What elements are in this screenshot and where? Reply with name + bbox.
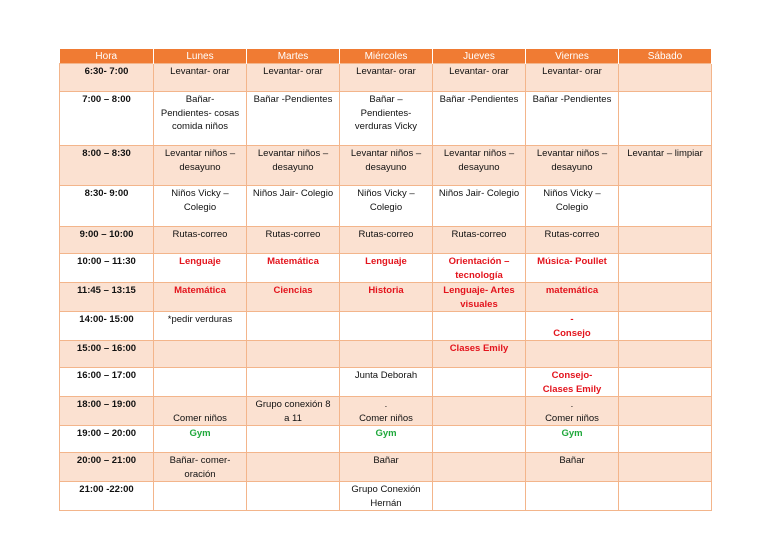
schedule-cell-jueves <box>433 227 526 254</box>
schedule-cell-sabado <box>619 368 712 397</box>
schedule-cell-sabado <box>619 186 712 227</box>
schedule-cell-miercoles <box>340 146 433 186</box>
schedule-cell-sabado <box>619 254 712 283</box>
cell-text-line: Niños Jair- Colegio <box>438 188 520 199</box>
schedule-cell-lunes <box>154 64 247 92</box>
cell-text-line: a 11 <box>284 412 302 424</box>
cell-text-line: Matemática <box>267 256 319 267</box>
schedule-cell-miercoles <box>340 254 433 283</box>
schedule-cell-martes <box>247 283 340 312</box>
time-slot-cell: 15:00 – 16:00 <box>60 341 154 368</box>
cell-text-line: Levantar niños – <box>536 148 608 159</box>
table-row <box>60 146 712 186</box>
cell-text-line: Consejo <box>553 327 591 339</box>
cell-text-line: Levantar- orar <box>356 66 416 77</box>
cell-text-line: Colegio <box>183 201 217 213</box>
header-jueves: Jueves <box>433 49 526 64</box>
weekly-schedule-table <box>59 49 712 511</box>
cell-text-line: Bañar -Pendientes <box>439 94 519 105</box>
cell-text-line: desayuno <box>272 161 314 173</box>
schedule-cell-lunes <box>154 186 247 227</box>
schedule-cell-miercoles <box>340 397 433 426</box>
schedule-cell-sabado <box>619 92 712 146</box>
table-row <box>60 426 712 453</box>
schedule-cell-martes <box>247 482 340 511</box>
header-sabado: Sábado <box>619 49 712 64</box>
schedule-cell-martes <box>247 341 340 368</box>
table-row <box>60 64 712 92</box>
schedule-cell-lunes <box>154 312 247 341</box>
cell-text-line: Niños Vicky – <box>543 188 601 199</box>
table-row <box>60 453 712 482</box>
time-slot-cell: 8:00 – 8:30 <box>60 146 154 186</box>
cell-text-line: Niños Vicky – <box>357 188 415 199</box>
cell-text-line: . <box>384 399 388 410</box>
cell-text-line: - <box>570 314 574 325</box>
schedule-cell-viernes <box>526 397 619 426</box>
time-slot-cell: 6:30- 7:00 <box>60 64 154 92</box>
cell-text-line: verduras Vicky <box>354 121 418 132</box>
schedule-cell-lunes <box>154 254 247 283</box>
cell-text-line: Matemática <box>174 285 226 296</box>
schedule-cell-jueves <box>433 146 526 186</box>
schedule-cell-miercoles <box>340 426 433 453</box>
cell-text-line: Rutas-correo <box>358 229 414 240</box>
schedule-cell-miercoles <box>340 186 433 227</box>
schedule-cell-miercoles <box>340 64 433 92</box>
schedule-cell-jueves <box>433 426 526 453</box>
cell-text-line: oración <box>184 468 216 480</box>
cell-text-line: Consejo- <box>551 370 593 381</box>
schedule-cell-miercoles <box>340 227 433 254</box>
cell-text-line: Música- Poullet <box>537 256 607 267</box>
cell-text-line: desayuno <box>365 161 407 173</box>
schedule-cell-martes <box>247 254 340 283</box>
time-slot-cell: 7:00 – 8:00 <box>60 92 154 146</box>
schedule-cell-miercoles <box>340 312 433 341</box>
schedule-cell-viernes <box>526 453 619 482</box>
schedule-cell-lunes <box>154 453 247 482</box>
schedule-cell-lunes <box>154 426 247 453</box>
schedule-cell-martes <box>247 186 340 227</box>
table-row <box>60 227 712 254</box>
schedule-cell-miercoles <box>340 482 433 511</box>
schedule-cell-viernes <box>526 227 619 254</box>
table-row <box>60 312 712 341</box>
cell-text-line: Ciencias <box>273 285 313 296</box>
schedule-cell-jueves <box>433 341 526 368</box>
cell-text-line: Bañar -Pendientes <box>532 94 612 105</box>
schedule-cell-lunes <box>154 341 247 368</box>
cell-text-line: matemática <box>545 285 599 296</box>
schedule-cell-jueves <box>433 368 526 397</box>
cell-text-line: Rutas-correo <box>544 229 600 240</box>
table-row <box>60 283 712 312</box>
cell-text-line: Levantar – limpiar <box>627 148 703 159</box>
schedule-cell-jueves <box>433 64 526 92</box>
schedule-cell-jueves <box>433 482 526 511</box>
cell-text-line: Rutas-correo <box>265 229 321 240</box>
schedule-cell-viernes <box>526 368 619 397</box>
cell-text-line: Bañar- <box>185 94 215 105</box>
header-row <box>60 49 712 64</box>
cell-text-line: Bañar – <box>369 94 403 105</box>
schedule-cell-lunes <box>154 227 247 254</box>
cell-text-line: Grupo Conexión <box>351 484 421 495</box>
schedule-cell-lunes <box>154 283 247 312</box>
schedule-cell-miercoles <box>340 341 433 368</box>
cell-text-line: Clases Emily <box>449 343 509 354</box>
cell-text-line <box>156 398 244 412</box>
cell-text-line: Hernán <box>370 497 402 509</box>
cell-text-line: Gym <box>561 428 583 439</box>
table-row <box>60 397 712 426</box>
cell-text-line: Historia <box>368 285 404 296</box>
schedule-cell-viernes <box>526 312 619 341</box>
table-row <box>60 341 712 368</box>
schedule-cell-martes <box>247 64 340 92</box>
cell-text-line: Niños Vicky – <box>171 188 229 199</box>
cell-text-line: Levantar niños – <box>257 148 329 159</box>
cell-text-line: Niños Jair- Colegio <box>252 188 334 199</box>
schedule-cell-jueves <box>433 397 526 426</box>
cell-text-line: desayuno <box>458 161 500 173</box>
table-row <box>60 186 712 227</box>
time-slot-cell: 21:00 -22:00 <box>60 482 154 511</box>
table-row <box>60 482 712 511</box>
schedule-cell-martes <box>247 397 340 426</box>
cell-text-line: Lenguaje- Artes <box>443 285 515 296</box>
cell-text-line: Comer niños <box>173 412 227 424</box>
cell-text-line: desayuno <box>179 161 221 173</box>
schedule-cell-martes <box>247 92 340 146</box>
time-slot-cell: 14:00- 15:00 <box>60 312 154 341</box>
schedule-cell-sabado <box>619 227 712 254</box>
schedule-cell-sabado <box>619 426 712 453</box>
cell-text-line: Rutas-correo <box>172 229 228 240</box>
cell-text-line: Pendientes- <box>360 107 412 119</box>
cell-text-line: Bañar <box>373 455 399 466</box>
cell-text-line: Pendientes- cosas <box>160 107 240 119</box>
schedule-cell-lunes <box>154 482 247 511</box>
schedule-cell-sabado <box>619 312 712 341</box>
schedule-cell-viernes <box>526 341 619 368</box>
cell-text-line: Comer niños <box>359 412 413 424</box>
cell-text-line: Clases Emily <box>542 383 602 395</box>
schedule-cell-lunes <box>154 146 247 186</box>
schedule-cell-martes <box>247 146 340 186</box>
schedule-cell-martes <box>247 312 340 341</box>
cell-text-line: Bañar -Pendientes <box>253 94 333 105</box>
schedule-cell-viernes <box>526 92 619 146</box>
schedule-cell-jueves <box>433 92 526 146</box>
cell-text-line: Bañar- comer- <box>169 455 231 466</box>
schedule-cell-sabado <box>619 64 712 92</box>
cell-text-line: Lenguaje <box>365 256 407 267</box>
time-slot-cell: 8:30- 9:00 <box>60 186 154 227</box>
schedule-cell-sabado <box>619 453 712 482</box>
cell-text-line: Levantar- orar <box>449 66 509 77</box>
cell-text-line: Colegio <box>555 201 589 213</box>
cell-text-line: tecnología <box>455 269 503 281</box>
cell-text-line: Levantar niños – <box>350 148 422 159</box>
cell-text-line: Levantar- orar <box>170 66 230 77</box>
schedule-cell-martes <box>247 426 340 453</box>
cell-text-line: Bañar <box>559 455 585 466</box>
schedule-cell-lunes <box>154 92 247 146</box>
time-slot-cell: 16:00 – 17:00 <box>60 368 154 397</box>
schedule-cell-jueves <box>433 186 526 227</box>
cell-text-line: Levantar- orar <box>542 66 602 77</box>
schedule-cell-sabado <box>619 341 712 368</box>
schedule-cell-lunes <box>154 397 247 426</box>
schedule-cell-lunes <box>154 368 247 397</box>
schedule-cell-jueves <box>433 254 526 283</box>
schedule-cell-sabado <box>619 283 712 312</box>
table-row <box>60 92 712 146</box>
cell-text-line: Gym <box>189 428 211 439</box>
cell-text-line: Colegio <box>369 201 403 213</box>
cell-text-line: Comer niños <box>545 412 599 424</box>
schedule-cell-viernes <box>526 64 619 92</box>
time-slot-cell: 19:00 – 20:00 <box>60 426 154 453</box>
schedule-cell-jueves <box>433 312 526 341</box>
time-slot-cell: 20:00 – 21:00 <box>60 453 154 482</box>
header-viernes: Viernes <box>526 49 619 64</box>
schedule-cell-viernes <box>526 482 619 511</box>
header-hora: Hora <box>60 49 154 64</box>
header-miercoles: Miércoles <box>340 49 433 64</box>
schedule-cell-viernes <box>526 426 619 453</box>
schedule-cell-miercoles <box>340 283 433 312</box>
schedule-cell-viernes <box>526 146 619 186</box>
schedule-cell-martes <box>247 368 340 397</box>
table-row <box>60 368 712 397</box>
cell-text-line: Lenguaje <box>179 256 221 267</box>
time-slot-cell: 10:00 – 11:30 <box>60 254 154 283</box>
cell-text-line: Orientación – <box>448 256 510 267</box>
cell-text-line: *pedir verduras <box>167 314 233 325</box>
table-row <box>60 254 712 283</box>
schedule-cell-martes <box>247 453 340 482</box>
header-martes: Martes <box>247 49 340 64</box>
schedule-cell-miercoles <box>340 92 433 146</box>
header-lunes: Lunes <box>154 49 247 64</box>
schedule-cell-viernes <box>526 186 619 227</box>
cell-text-line: Gym <box>375 428 397 439</box>
schedule-cell-martes <box>247 227 340 254</box>
time-slot-cell: 9:00 – 10:00 <box>60 227 154 254</box>
schedule-cell-jueves <box>433 453 526 482</box>
cell-text-line: Levantar- orar <box>263 66 323 77</box>
schedule-cell-viernes <box>526 283 619 312</box>
schedule-cell-sabado <box>619 146 712 186</box>
cell-text-line: Grupo conexión 8 <box>255 399 331 410</box>
schedule-cell-sabado <box>619 482 712 511</box>
schedule-cell-sabado <box>619 397 712 426</box>
cell-text-line: comida niños <box>172 121 228 132</box>
schedule-body <box>60 64 712 511</box>
schedule-cell-jueves <box>433 283 526 312</box>
cell-text-line: Levantar niños – <box>164 148 236 159</box>
cell-text-line: . <box>570 399 574 410</box>
time-slot-cell: 11:45 – 13:15 <box>60 283 154 312</box>
cell-text-line: Levantar niños – <box>443 148 515 159</box>
cell-text-line: Junta Deborah <box>354 370 418 381</box>
schedule-cell-miercoles <box>340 368 433 397</box>
time-slot-cell: 18:00 – 19:00 <box>60 397 154 426</box>
cell-text-line: Rutas-correo <box>451 229 507 240</box>
cell-text-line: visuales <box>460 298 498 310</box>
cell-text-line: desayuno <box>551 161 593 173</box>
schedule-cell-viernes <box>526 254 619 283</box>
schedule-cell-miercoles <box>340 453 433 482</box>
